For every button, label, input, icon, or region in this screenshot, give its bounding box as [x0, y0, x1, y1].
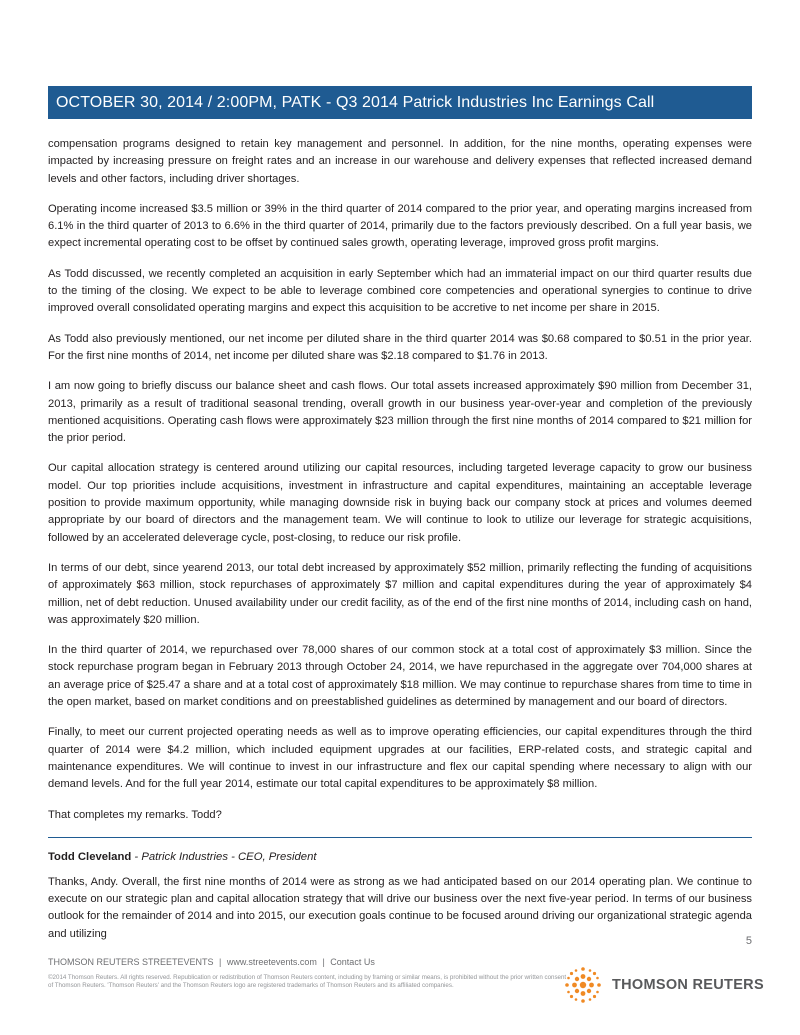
copyright-notice: ©2014 Thomson Reuters. All rights reserved. Republication or redistribution of Thomson Reuters content, including by framing or similar means, is prohibited without the prior written consent of Thomson Reuters. 'Thomson Reuters' and the Thomson Reuters logo are registered trademarks of Thomson Reuters and its affiliated companies. — [48, 974, 567, 990]
footer-brand: THOMSON REUTERS STREETEVENTS — [48, 957, 214, 967]
paragraph: Our capital allocation strategy is centered around utilizing our capital resources, including targeted leverage capacity to grow our business model. Our top priorities include acquisitions, investment in infrastructure and capital expenditures, maintaining an acceptable leverage position to provide maximum opportunity, while managing downside risk in buying back our company stock at prices and volumes deemed appropriate by our board of directors and the management team. We will continue to look to utilize our leverage for strategic acquisitions, followed by an accelerated deleverage cycle, post-closing, to reduce our risk profile. — [48, 462, 752, 544]
reuters-dot-logo-icon — [562, 964, 604, 1006]
footer-separator: | — [219, 957, 222, 967]
paragraph: I am now going to briefly discuss our balance sheet and cash flows. Our total assets increased approximately $90 million from December 31, 2013, primarily as a result of traditional seasonal trending, overall growth in our business year-over-year and completion of the previously mentioned acquisitions. Operating cash flows were approximately $23 million through the first nine months of 2014 compared to $21 million for the prior period. — [48, 380, 752, 445]
paragraph: Finally, to meet our current projected operating needs as well as to improve operating efficiencies, our capital expenditures through the third quarter of 2014 were $4.2 million, which included equipment upgrades at our facilities, ERP-related costs, and strategic capital and maintenance expenditures. We will continue to invest in our infrastructure and flex our capital spending where necessary to align with our demand levels. And for the full year 2014, estimate our total capital expenditures to be approximately $8 million. — [48, 726, 752, 791]
logo-wordmark: THOMSON REUTERS — [612, 977, 764, 993]
speaker-heading — [48, 849, 752, 866]
transcript-body — [48, 136, 752, 956]
contact-us-link[interactable]: Contact Us — [330, 957, 375, 967]
speaker-role: - Patrick Industries - CEO, President — [134, 850, 317, 863]
paragraph: In terms of our debt, since yearend 2013, our total debt increased by approximately $52 million, primarily reflecting the funding of acquisitions of approximately $63 million, stock repurchases of approximately $7 million and capital expenditures during the year of approximately $4 million, net of debt reduction. Unused availability under our credit facility, as of the end of the first nine months of 2014, including cash on hand, was approximately $20 million. — [48, 561, 752, 626]
paragraph: As Todd also previously mentioned, our net income per diluted share in the third quarter 2014 was $0.68 compared to $0.51 in the prior year. For the first nine months of 2014, net income per diluted share was $2.18 compared to $1.76 in 2013. — [48, 332, 752, 362]
streetevents-link[interactable]: www.streetevents.com — [226, 957, 317, 967]
paragraph: In the third quarter of 2014, we repurchased over 78,000 shares of our common stock at a total cost of approximately $3 million. Since the stock repurchase program began in February 2013 through October 24, 2014, we have repurchased in the aggregate over 704,000 shares at an average price of $25.47 a share and at a total cost of approximately $18 million. We may continue to repurchase shares from time to time in the open market, based on market conditions and on preestablished guidelines as determined by management and our board of directors. — [48, 644, 752, 709]
paragraph: compensation programs designed to retain key management and personnel. In addition, for the nine months, operating expenses were impacted by increasing pressure on freight rates and an increase in our warehouse and delivery expenses that reflected increased demand levels and other factors, including driver shortages. — [48, 138, 752, 185]
page-number: 5 — [745, 935, 752, 947]
speaker-name: Todd Cleveland — [48, 850, 132, 863]
header-bar — [48, 86, 752, 119]
page-title: OCTOBER 30, 2014 / 2:00PM, PATK - Q3 2014 Patrick Industries Inc Earnings Call — [56, 93, 655, 111]
paragraph: As Todd discussed, we recently completed an acquisition in early September which had an immaterial impact on our third quarter results due to the timing of the closing. We expect to be able to leverage combined core competencies and operational synergies to continue to drive improved overall consolidated operating margins and expect this acquisition to be accretive to net income per share in 2015. — [48, 267, 752, 315]
footer-links — [48, 957, 375, 967]
section-divider — [48, 837, 752, 838]
paragraph: That completes my remarks. Todd? — [48, 808, 222, 821]
footer-separator: | — [322, 957, 325, 967]
paragraph: Operating income increased $3.5 million or 39% in the third quarter of 2014 compared to the prior year, and operating margins increased from 6.1% in the third quarter of 2013 to 6.6% in the third quarter of 2014, primarily due to the factors previously described. On a full year basis, we expect incremental operating cost to be offset by continued sales growth, operating leverage, improved gross profit margins. — [48, 202, 752, 250]
speaker-paragraph: Thanks, Andy. Overall, the first nine months of 2014 were as strong as we had anticipated based on our 2014 operating plan. We continue to execute on our strategic plan and capital allocation strategy that will drive our business over the next five-year period. In terms of our business outlook for the remainder of 2014 and into 2015, our execution goals continue to be focused around driving our organizational strategic agenda and utilizing — [48, 875, 752, 940]
thomson-reuters-logo — [562, 963, 764, 1007]
